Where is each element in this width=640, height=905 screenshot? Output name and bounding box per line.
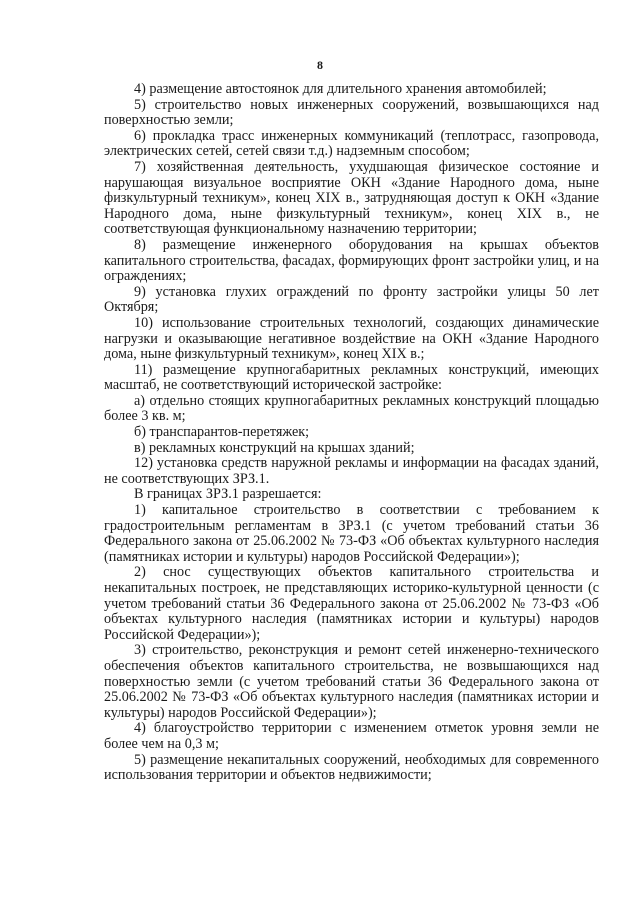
prohibition-subitem-a: а) отдельно стоящих крупногабаритных рекламных конструкций площадью более 3 кв. м; xyxy=(104,392,599,425)
prohibition-item-6: 6) прокладка трасс инженерных коммуникаций (теплотрасс, газопровода, электрических сетей, сетей связи т.д.) надземным способом; xyxy=(104,127,599,160)
prohibition-item-5: 5) строительство новых инженерных сооружений, возвышающихся над поверхностью земли; xyxy=(104,96,599,129)
permitted-item-3: 3) строительство, реконструкция и ремонт сетей инженерно-технического обеспечения объектов капитального строительства, не возвышающихся над поверхностью земли (с учетом требований статьи 36 Федерального закона от 25.06.2002 № 73-ФЗ «Об объектах культурного наследия (памятниках истории и культуры) народов Российской Федерации»); xyxy=(104,642,599,721)
page-number: 8 xyxy=(317,58,323,72)
prohibition-item-9: 9) установка глухих ограждений по фронту застройки улицы 50 лет Октября; xyxy=(104,283,599,316)
prohibition-item-8: 8) размещение инженерного оборудования на крышах объектов капитального строительства, фасадах, формирующих фронт застройки улиц, и на ограждениях; xyxy=(104,236,599,285)
prohibition-item-4: 4) размещение автостоянок для длительного хранения автомобилей; xyxy=(134,81,547,97)
prohibition-item-12: 12) установка средств наружной рекламы и информации на фасадах зданий, не соответствующих ЗРЗ.1. xyxy=(104,455,599,487)
permitted-section-heading: В границах ЗРЗ.1 разрешается: xyxy=(134,486,322,503)
prohibition-item-11: 11) размещение крупногабаритных рекламных конструкций, имеющих масштаб, не соответствующий исторической застройке: xyxy=(104,361,599,394)
prohibition-subitem-v: в) рекламных конструкций на крышах зданий; xyxy=(134,439,415,456)
permitted-item-5: 5) размещение некапитальных сооружений, необходимых для современного использования территории и объектов недвижимости; xyxy=(104,751,599,784)
document-body xyxy=(104,82,599,784)
permitted-item-4: 4) благоустройство территории с изменением отметок уровня земли не более чем на 0,3 м; xyxy=(104,720,599,752)
permitted-item-2: 2) снос существующих объектов капитального строительства и некапитальных построек, не представляющих историко-культурной ценности (с учетом требований статьи 36 Федерального закона от 25.06.2002 № 73-ФЗ «Об объектах культурного наследия (памятниках истории и культуры) народов Российской Федерации»); xyxy=(104,564,599,643)
prohibition-item-10: 10) использование строительных технологий, создающих динамические нагрузки и оказывающие негативное воздействие на ОКН «Здание Народного дома, ныне физкультурный техникум», конец XIX в.; xyxy=(104,314,599,363)
prohibition-item-7: 7) хозяйственная деятельность, ухудшающая физическое состояние и нарушающая визуальное восприятие ОКН «Здание Народного дома, ныне физкультурный техникум», конец XIX в., затрудняющая доступ к ОКН «Здание Народного дома, ныне физкультурный техникум», конец XIX в., не соответствующая функциональному назначению территории; xyxy=(104,158,599,238)
prohibition-subitem-b: б) транспарантов-перетяжек; xyxy=(134,424,310,441)
permitted-item-1: 1) капитальное строительство в соответствии с требованием к градостроительным регламентам в ЗРЗ.1 (с учетом требований статьи 36 Федерального закона от 25.06.2002 № 73-ФЗ «Об объектах культурного наследия (памятниках истории и культуры) народов Российской Федерации»); xyxy=(104,502,599,565)
